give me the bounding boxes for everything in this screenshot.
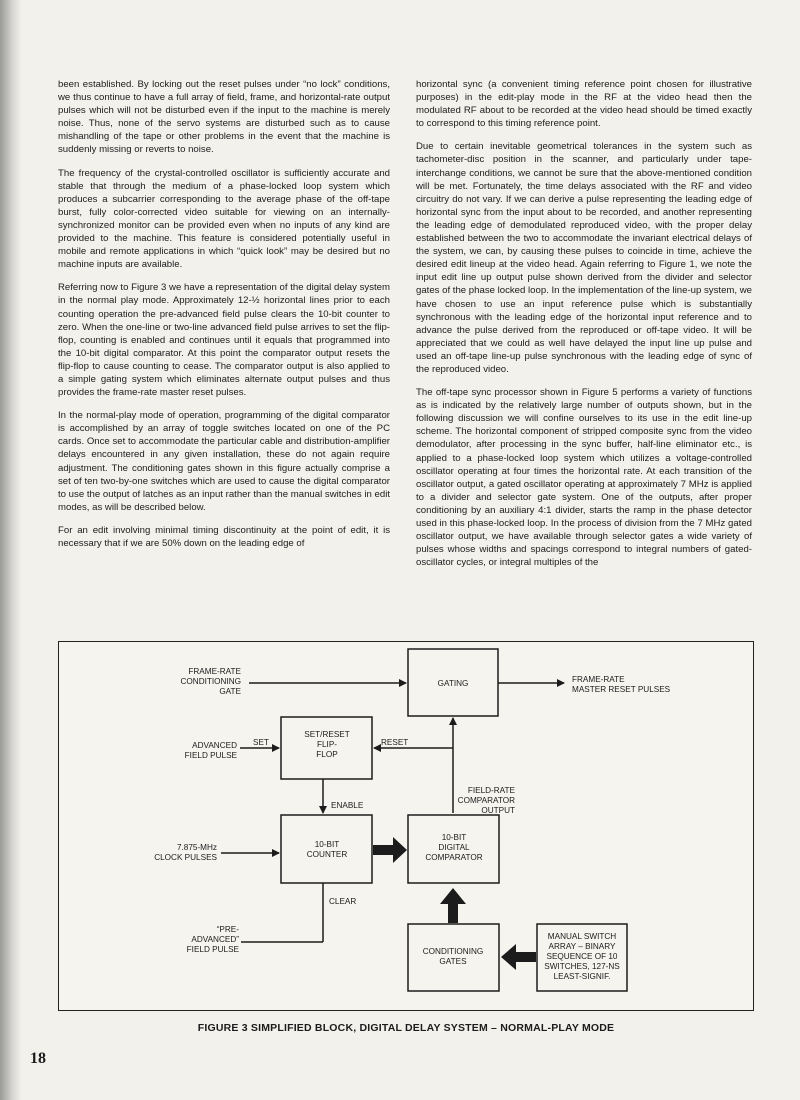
- counter-block: [281, 815, 372, 883]
- block-diagram: [58, 641, 754, 1011]
- field-rate-comparator-output-label: FIELD-RATE COMPARATOR OUTPUT: [457, 786, 515, 815]
- flip-flop-label: SET/RESET FLIP-FLOP: [304, 730, 350, 759]
- gating-label: GATING: [437, 679, 469, 688]
- pre-advanced-field-pulse-label: “PRE-ADVANCED” FIELD PULSE: [186, 925, 239, 954]
- paragraph: horizontal sync (a convenient timing reference point chosen for illustrative purposes) in the edit-play mode in the RF at the video head then the modulated RF about to be recorded at the video head should be timed exactly to correspond to this timing reference point.: [416, 79, 752, 130]
- frame-rate-conditioning-gate-label: FRAME-RATE CONDITIONING GATE: [180, 667, 241, 696]
- paragraph: For an edit involving minimal timing discontinuity at the point of edit, it is necessary that if we are 50% down on the leading edge of: [58, 524, 390, 549]
- comparator-label: 10-BIT DIGITAL COMPARATOR: [425, 833, 483, 862]
- counter-label: 10-BIT COUNTER: [306, 840, 348, 859]
- manual-switch-array-label: MANUAL SWITCH ARRAY – BINARY SEQUENCE OF 10 SWITCHES, 127-NS LEAST-SIGNIF.: [544, 932, 620, 981]
- page-binding-shadow: [0, 0, 22, 1100]
- enable-label: ENABLE: [331, 801, 364, 810]
- paragraph: been established. By locking out the reset pulses under “no lock” conditions, we thus continue to have a full array of field, frame, and horizontal-rate output pulses which will not be disturbed even if the input to the machine is merely noise. Thus, none of the servo systems are disturbed such as to cause mishandling of the tape or other problems in the event that the machine is suddenly missing or reverts to noise.: [58, 79, 390, 156]
- reset-label: RESET: [381, 738, 409, 747]
- paragraph: Due to certain inevitable geometrical tolerances in the system such as tachometer-disc position in the scanner, and particularly under tape-interchange conditions, we cannot be sure that the above-mentioned condition will be met. Fortunately, the time delays associated with the RF and video circuitry do not vary. If we can derive a pulse representing the leading edge of horizontal sync from the input about to be recorded, and another representing the leading edge of demodulated reproduced video, with the proper delay established between the two to accommodate the invariant electrical delays of the system, we can, by causing these pulses to coincide in time, achieve the desired edit lineup at the video head. Again referring to Figure 1, we note the input edit line up output pulse shown derived from the divider and selector gates of the phase locked loop. In the implementation of the line-up system, we have chosen to use an input reference pulse which is substantially synchronous with the leading edge of the horizontal input reference and to advance the pulse derived from the reproduced or off-tape video. It will be appreciated that we could as well have delayed the input line up pulse and used an off-tape line-up pulse synchronous with the leading edge of sync of the reproduced video.: [416, 141, 752, 375]
- right-text-column: [416, 78, 752, 579]
- advanced-field-pulse-label: ADVANCED FIELD PULSE: [184, 741, 237, 760]
- clock-pulses-label: 7.875-MHz CLOCK PULSES: [154, 843, 217, 862]
- set-label: SET: [253, 738, 269, 747]
- left-text-column: [58, 78, 390, 560]
- page-number: 18: [30, 1050, 46, 1067]
- clear-label: CLEAR: [329, 897, 357, 906]
- paragraph: The frequency of the crystal-controlled oscillator is sufficiently accurate and stable that through the medium of a phase-locked loop system which produces a subcarrier corresponding to the average phase of the off-tape burst, fully color-corrected video suitable for viewing on an internally-synchronized monitor can be provided even when no inputs of any kind are provided to the machine. This feature is considered potentially useful in mobile and remote applications in which “quick look” may be desired but no machine inputs are available.: [58, 167, 390, 271]
- figure-caption: FIGURE 3 SIMPLIFIED BLOCK, DIGITAL DELAY SYSTEM – NORMAL-PLAY MODE: [197, 1022, 615, 1034]
- master-reset-pulses-label: FRAME-RATE MASTER RESET PULSES: [572, 675, 671, 694]
- paragraph: The off-tape sync processor shown in Figure 5 performs a variety of functions as is indicated by the relatively large number of outputs shown, but in the following discussion we will confine ourselves to its use in the edit line-up scheme. The horizontal component of stripped composite sync from the video demodulator, after processing in the sync buffer, half-line eliminator etc., is applied to a phase-locked loop system which utilizes a voltage-controlled oscillator operating at four times the horizontal rate. At each transition of the oscillator output, a gated oscillator operating at approximately 7 MHz is applied to a divider and selector gate system. One of the outputs, after proper conditioning by an auxiliary 4:1 divider, starts the ramp in the phase detector used in this phase-locked loop. In the process of division from the 7 MHz gated oscillator output, we have available through selector gates a wide variety of pulses whose widths and spacings correspond to integral numbers of gated-oscillator cycles, or integral multiples of the: [416, 387, 752, 569]
- paragraph: Referring now to Figure 3 we have a representation of the digital delay system in the normal play mode. Approximately 12-½ horizontal lines prior to each counting operation the pre-advanced field pulse clears the 10-bit counter to zero. When the one-line or two-line advanced field pulse arrives to set the flip-flop, counting is enabled and continues until it equals that programmed into the 10-bit digital comparator. At this point the comparator output resets the flip-flop to cause counting to cease. The comparator output is also applied to a simple gating system which eliminates alternate output pulses and thus provides the frame-rate master reset pulses.: [58, 282, 390, 399]
- paragraph: In the normal-play mode of operation, programming of the digital comparator is accomplished by an array of toggle switches located on one of the PC cards. Once set to accommodate the particular cable and distribution-amplifier delays encountered in any given installation, these do not again require adjustment. The conditioning gates shown in this figure actually comprise a set of ten two-by-one switches which are used to cause the digital comparator to use the output of latches as an input rather than the manual switches in edit modes, as will be described below.: [58, 410, 390, 513]
- conditioning-gates-label: CONDITIONING GATES: [422, 947, 484, 966]
